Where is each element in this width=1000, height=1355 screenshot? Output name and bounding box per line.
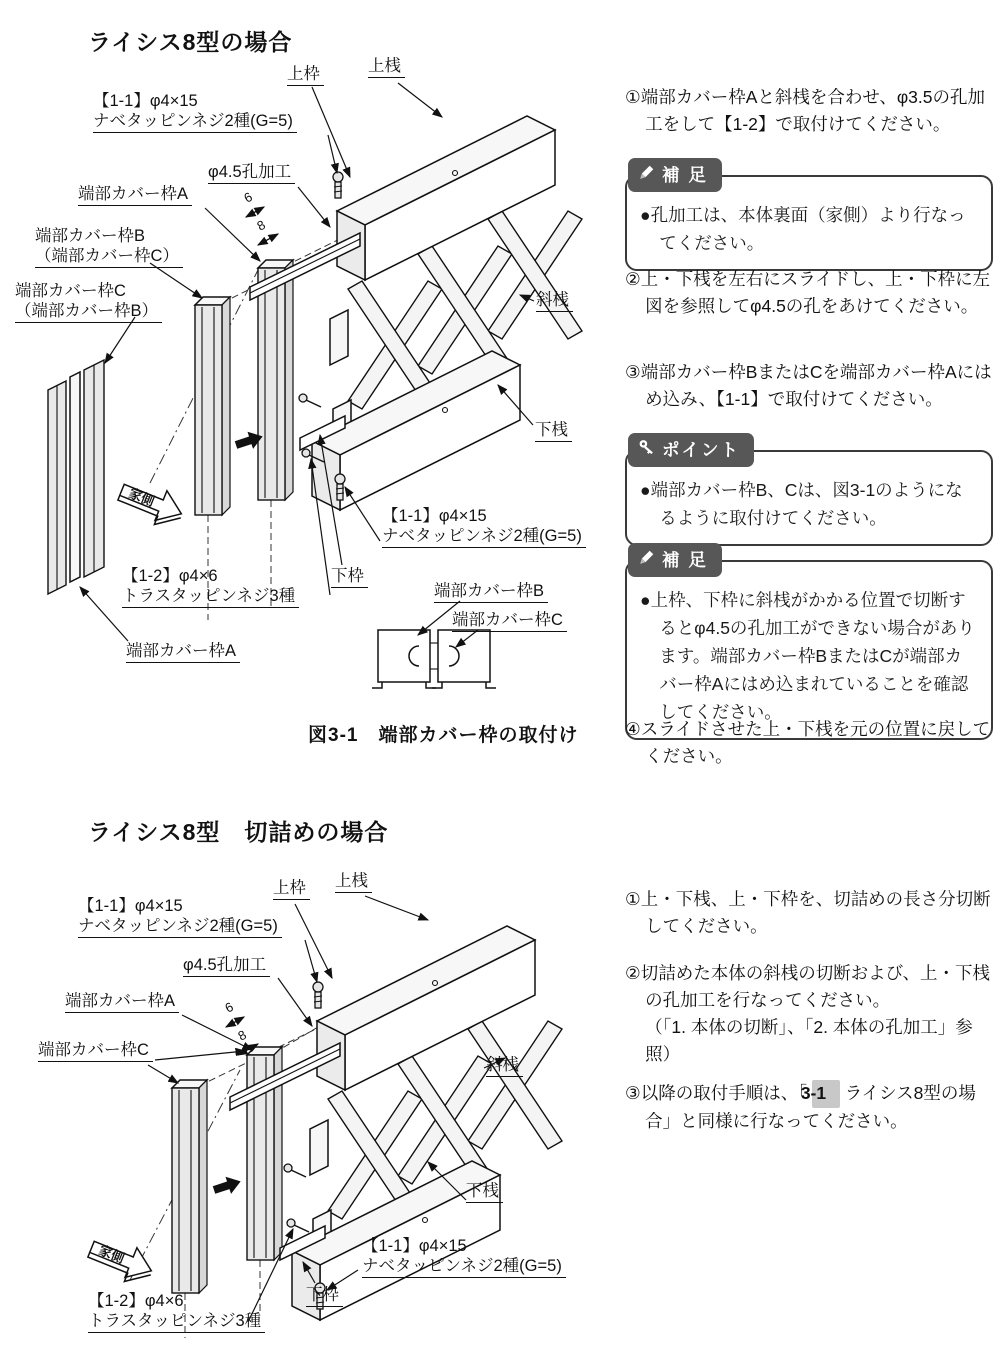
label-cover-a-bottom-1: 端部カバー枠A <box>126 641 240 663</box>
note-box-1: 補 足 ●孔加工は、本体裏面（家側）より行なってください。 <box>625 158 993 271</box>
label-diag-rail-1: 斜桟 <box>536 290 573 312</box>
step-1-2: ②上・下桟を左右にスライドし、上・下枠に左図を参照してφ4.5の孔をあけてください。 <box>625 269 991 317</box>
dim-6: 6 <box>241 189 255 206</box>
label-screw11-bottom-1: 【1-1】φ4×15 ナベタッピンネジ2種(G=5) <box>382 506 586 548</box>
label-bottom-frame-1: 下枠 <box>331 566 368 588</box>
label-bottom-frame-2: 下枠 <box>306 1285 343 1307</box>
label-diag-rail-2: 斜桟 <box>486 1055 523 1077</box>
figure-caption-3-1: 図3-1 端部カバー枠の取付け <box>308 725 579 746</box>
label-top-rail-1: 上桟 <box>368 56 405 78</box>
cover-channel-left-2 <box>172 1080 207 1293</box>
point-box-1: ポイント ●端部カバー枠B、Cは、図3-1のようになるように取付けてください。 <box>625 433 993 546</box>
step-2-2: ②切詰めた本体の斜桟の切断および、上・下桟の孔加工を行なってください。 （「1. 本体の切断」、「2. 本体の孔加工」参照） <box>625 963 990 1065</box>
label-cover-b-1: 端部カバー枠B （端部カバー枠C） <box>35 226 183 268</box>
screw-bottom <box>335 474 345 500</box>
label-screw11-top-1: 【1-1】φ4×15 ナベタッピンネジ2種(G=5) <box>93 91 297 133</box>
section1-title: ライシス8型の場合 <box>88 29 293 55</box>
section2-title: ライシス8型 切詰めの場合 <box>88 819 389 845</box>
label-cover-a-top-1: 端部カバー枠A <box>78 184 192 206</box>
house-side-text-2: 家側 <box>96 1242 127 1267</box>
label-cover-b-small-1: 端部カバー枠B <box>434 581 548 603</box>
house-side-text: 家側 <box>126 485 157 510</box>
note-badge-2: 補 足 <box>628 543 722 577</box>
point-badge-1: ポイント <box>628 433 754 467</box>
dim-8-2: 8 <box>235 1027 249 1044</box>
house-side-arrow <box>115 475 189 533</box>
step-1-1: ①端部カバー枠Aと斜桟を合わせ、φ3.5の孔加工をして【1-2】で取付けてください。 <box>625 87 986 135</box>
note-badge-1: 補 足 <box>628 158 722 192</box>
section-ref-badge: 3-1 <box>812 1080 840 1108</box>
screw-mid-1-2 <box>284 1164 306 1177</box>
note-box-2: 補 足 ●上枠、下枠に斜桟がかかる位置で切断するとφ4.5の孔加工ができない場合があります。端部カバー枠BまたはCが端部カバー枠Aにはめ込まれていることを確認してください。 <box>625 543 993 740</box>
dim-8: 8 <box>254 217 268 234</box>
insert-arrow-2 <box>211 1173 243 1199</box>
screw-top-2 <box>313 982 323 1008</box>
step-1-3: ③端部カバー枠BまたはCを端部カバー枠Aにはめ込み、【1-1】で取付けてください。 <box>625 362 992 410</box>
label-top-frame-2: 上枠 <box>273 878 310 900</box>
screw-mid-2-2 <box>287 1219 309 1232</box>
label-cover-c-small-1: 端部カバー枠C <box>452 610 567 632</box>
label-hole-2: φ4.5孔加工 <box>183 955 270 977</box>
key-icon <box>638 438 656 461</box>
screw-mid-1 <box>299 394 321 407</box>
dim-6-2: 6 <box>222 999 236 1016</box>
label-top-frame-1: 上枠 <box>287 64 324 86</box>
assembly-diagram-1 <box>0 55 640 770</box>
screw-top <box>333 172 343 198</box>
label-hole-1: φ4.5孔加工 <box>208 162 295 184</box>
pencil-icon <box>638 163 656 186</box>
label-cover-a-2: 端部カバー枠A <box>65 991 179 1013</box>
label-screw12-2: 【1-2】φ4×6 トラスタッピンネジ3種 <box>88 1291 265 1333</box>
step-1-4: ④スライドさせた上・下桟を元の位置に戻してください。 <box>625 719 991 767</box>
label-screw11-top-2: 【1-1】φ4×15 ナベタッピンネジ2種(G=5) <box>78 896 282 938</box>
step-2-3: ③以降の取付手順は、「3-1 ライシス8型の場合」と同様に行なってください。 <box>625 1080 995 1135</box>
label-screw11-bottom-2: 【1-1】φ4×15 ナベタッピンネジ2種(G=5) <box>362 1236 566 1278</box>
step-2-1: ①上・下桟、上・下枠を、切詰めの長さ分切断してください。 <box>625 889 991 937</box>
cover-channel-left <box>195 297 230 515</box>
label-bottom-rail-1: 下桟 <box>535 420 572 442</box>
pencil-icon <box>638 548 656 571</box>
cross-section-detail <box>372 630 496 688</box>
label-bottom-rail-2: 下桟 <box>466 1181 503 1203</box>
label-cover-c-1: 端部カバー枠C （端部カバー枠B） <box>15 281 162 323</box>
cover-channel-right <box>258 260 293 500</box>
cover-strip-back <box>70 372 80 582</box>
label-top-rail-2: 上桟 <box>335 871 372 893</box>
house-side-arrow-2 <box>85 1232 159 1290</box>
label-cover-c-2: 端部カバー枠C <box>38 1040 153 1062</box>
label-screw12-1: 【1-2】φ4×6 トラスタッピンネジ3種 <box>122 566 299 608</box>
